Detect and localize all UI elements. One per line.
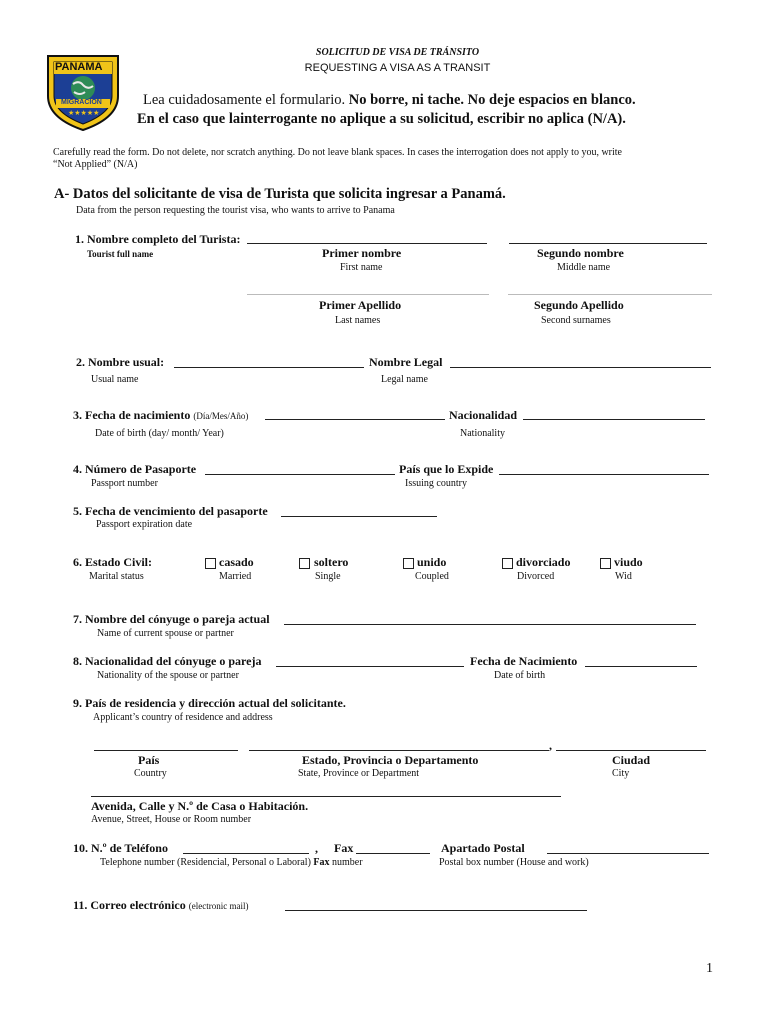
q3-sub: Date of birth (day/ month/ Year) [95,428,224,439]
q5-expiration-line[interactable] [281,516,437,517]
q5-label: 5. Fecha de vencimiento del pasaporte [73,504,268,518]
q4-issuing-line[interactable] [499,474,709,475]
q6-sub: Marital status [89,571,144,582]
q1-second-surname-line[interactable] [508,294,712,295]
logo-bottom-text: MIGRACIÓN [61,99,102,106]
q6-viudo-en: Wid [615,571,632,582]
q1-middle-name-label: Segundo nombre [537,246,624,260]
q1-second-surname-en: Second surnames [541,315,611,326]
q10-fax-label: Fax [334,841,354,855]
q4-sub: Passport number [91,478,158,489]
q2-legal-name-line[interactable] [450,367,711,368]
q6-soltero-en: Single [315,571,341,582]
q9-city-en: City [612,768,630,779]
q5-sub: Passport expiration date [96,519,193,530]
english-instruction-1: Carefully read the form. Do not delete, nor scratch anything. Do not leave blank spaces. In cases the interrogation does not apply to you, write [53,147,622,158]
section-a-title: A- Datos del solicitante de visa de Turista que solicita ingresar a Panamá. [54,186,506,202]
q8-sub: Nationality of the spouse or partner [97,670,239,681]
logo-top-text: PANAMA [55,61,103,73]
q3-dob-line[interactable] [265,419,445,420]
q10-po-box-label: Apartado Postal [441,841,525,855]
instruction-line-1 [143,92,636,109]
english-instruction-2: “Not Applied” (N/A) [53,159,138,170]
q10-po-box-line[interactable] [547,853,709,854]
q8-dob-en: Date of birth [494,670,546,681]
section-a-subtitle: Data from the person requesting the tourist visa, who wants to arrive to Panama [76,205,395,216]
q2-legal-en: Legal name [381,374,428,385]
q9-street-line[interactable] [91,796,561,797]
q6-label: 6. Estado Civil: [73,555,153,569]
q1-last-name-line[interactable] [247,294,489,295]
q11-label [73,898,248,913]
q3-label-small: (Día/Mes/Año) [193,411,249,421]
instruction-line-2: En el caso que lainterrogante no aplique a su solicitud, escribir no aplica (N/A). [137,111,626,127]
q10-label: 10. N.º de Teléfono [73,841,168,855]
q1-sub: Tourist full name [87,249,154,259]
q1-first-name-label: Primer nombre [322,246,402,260]
q1-first-name-line[interactable] [247,243,487,244]
q10-phone-line[interactable] [183,853,309,854]
logo-stars: ★★★★★ [68,109,100,117]
q1-middle-name-line[interactable] [509,243,707,244]
q8-dob-line[interactable] [585,666,697,667]
q4-label: 4. Número de Pasaporte [73,462,197,476]
q4-issuing-en: Issuing country [405,478,467,489]
q9-city-line[interactable] [556,750,706,751]
q6-casado-label: casado [219,555,254,569]
page-number: 1 [706,961,713,976]
q9-country-en: Country [134,768,167,779]
q3-nationality-label: Nacionalidad [449,408,518,422]
q9-country-line[interactable] [94,750,238,751]
q6-unido-en: Coupled [415,571,449,582]
q1-last-name-en: Last names [335,315,381,326]
q6-casado-checkbox[interactable] [205,558,216,569]
instruction-bold: No borre, ni tache. No deje espacios en blanco. [348,92,636,108]
q3-label-text: 3. Fecha de nacimiento [73,408,191,422]
q10-sub-fax: Fax [313,857,330,868]
q6-unido-label: unido [417,555,447,569]
q11-label-small: (electronic mail) [188,901,249,911]
q1-first-name-en: First name [340,262,383,273]
q6-soltero-checkbox[interactable] [299,558,310,569]
q10-sub-telephone-text: Telephone number (Residencial, Personal o Laboral) [100,857,311,868]
q7-label: 7. Nombre del cónyuge o pareja actual [73,612,270,626]
q2-label: 2. Nombre usual: [76,355,165,369]
q6-soltero-label: soltero [314,555,349,569]
form-subtitle: REQUESTING A VISA AS A TRANSIT [304,62,491,74]
q11-label-text: 11. Correo electrónico [73,898,186,912]
q9-label: 9. País de residencia y dirección actual del solicitante. [73,696,346,710]
q9-state-line[interactable] [249,750,549,751]
q11-email-line[interactable] [285,910,587,911]
q3-nationality-line[interactable] [523,419,705,420]
q6-divorciado-checkbox[interactable] [502,558,513,569]
q2-legal-label: Nombre Legal [369,355,443,369]
q10-comma: , [315,841,318,855]
q8-nationality-line[interactable] [276,666,464,667]
q1-middle-name-en: Middle name [557,262,611,273]
q1-last-name-label: Primer Apellido [319,298,402,312]
q9-state-en: State, Province or Department [298,768,420,779]
q2-usual-name-line[interactable] [174,367,364,368]
q2-sub: Usual name [91,374,139,385]
q1-second-surname-label: Segundo Apellido [534,298,624,312]
q9-comma: , [549,738,552,752]
q6-unido-checkbox[interactable] [403,558,414,569]
q6-divorciado-en: Divorced [517,571,555,582]
q10-sub-telephone [100,857,363,868]
q10-sub-po: Postal box number (House and work) [439,857,589,868]
q10-fax-line[interactable] [356,853,430,854]
q7-sub: Name of current spouse or partner [97,628,234,639]
form-title: SOLICITUD DE VISA DE TRÁNSITO [315,47,480,58]
q6-viudo-label: viudo [614,555,643,569]
q6-casado-en: Married [219,571,252,582]
q4-passport-line[interactable] [205,474,395,475]
q3-label [73,408,248,423]
q9-street-label: Avenida, Calle y N.º de Casa o Habitación. [91,799,309,813]
q3-nationality-en: Nationality [460,428,505,439]
q9-street-en: Avenue, Street, House or Room number [91,814,252,825]
q4-issuing-label: País que lo Expide [399,462,494,476]
instruction-intro: Lea cuidadosamente el formulario. [143,92,346,108]
q7-spouse-line[interactable] [284,624,696,625]
q8-label: 8. Nacionalidad del cónyuge o pareja [73,654,262,668]
q6-viudo-checkbox[interactable] [600,558,611,569]
q9-city-label: Ciudad [612,753,651,767]
q9-country-label: País [138,753,160,767]
q10-sub-number: number [332,857,363,868]
q9-sub: Applicant’s country of residence and address [93,712,273,723]
q9-state-label: Estado, Provincia o Departamento [302,753,479,767]
q8-dob-label: Fecha de Nacimiento [470,654,578,668]
q6-divorciado-label: divorciado [516,555,571,569]
q1-label: 1. Nombre completo del Turista: [75,232,241,246]
